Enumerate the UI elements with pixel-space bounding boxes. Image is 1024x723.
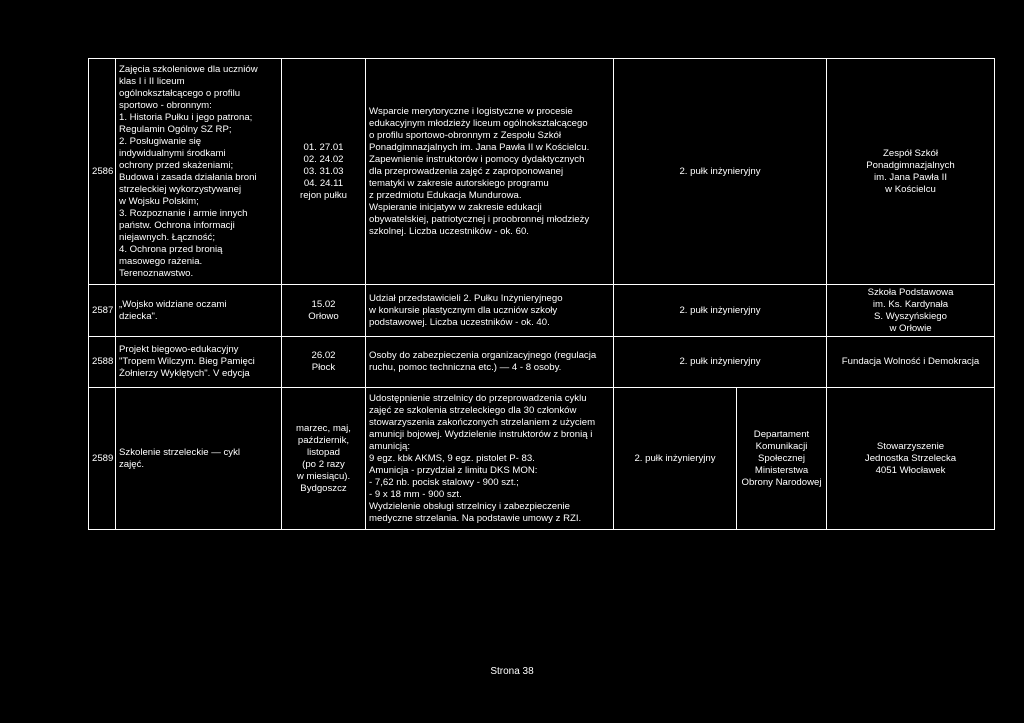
text-line: Obrony Narodowej [741,476,822,488]
text-line: 02. 24.02 [303,153,344,165]
text-line: amunicji bojowej. Wydzielenie instruktorów z bronią i [369,428,593,440]
text-line: klas I i II liceum [119,75,185,87]
text-line: Stowarzyszenie [876,440,945,452]
text-line: 4051 Włocławek [875,464,946,476]
text-line: sportowo - obronnym: [119,99,212,111]
text-line: Żołnierzy Wyklętych". V edycja [119,368,250,379]
text-line: 15.02 [311,298,336,310]
text-line: Udział przedstawicieli 2. Pułku Inżynieryjnego [369,292,563,304]
text-line: ochrony przed skażeniami; [119,159,234,171]
text-line: podstawowej. Liczba uczestników - ok. 40. [369,316,550,328]
activities-table [88,58,995,530]
text-line: 2. pułk inżynieryjny [679,304,761,316]
text-line: 4. Ochrona przed bronią [119,243,223,255]
row-number: 2587 [89,285,116,337]
text-line: Jednostka Strzelecka [864,452,957,464]
activity-description [366,59,614,285]
text-line: Wsparcie merytoryczne i logistyczne w procesie [369,105,573,117]
table-row [89,388,995,530]
activity-date-place [282,337,366,388]
text-line: dla przeprowadzenia zajęć z zaproponowanej [369,165,564,177]
text-line: zajęć ze szkolenia strzeleckiego dla 30 członków [369,404,577,416]
text-line: Amunicja - przydział z limitu DKS MON: [369,464,538,476]
text-line: stowarzyszenia zakończonych strzelaniem z użyciem [369,416,596,428]
text-line: obywatelskiej, patriotycznej i proobronnej młodzieży [369,213,590,225]
text-line: edukacyjnym młodzieży liceum ogólnokształcącego [369,117,588,129]
table-row [89,285,995,337]
text-line: Zapewnienie instruktorów i pomocy dydaktycznych [369,153,585,165]
text-line: 9 egz. kbk AKMS, 9 egz. pistolet P- 83. [369,452,535,464]
table-row [89,337,995,388]
text-line: Komunikacji [755,440,808,452]
text-line: dziecka". [119,310,158,322]
text-line: 2. Posługiwanie się [119,135,202,147]
text-line: Fundacja Wolność i Demokracja [841,356,980,367]
text-line: Społecznej [758,452,805,464]
text-line: Orłowo [308,310,339,322]
text-line: Projekt biegowo-edukacyjny [119,344,239,355]
text-line: Wydzielenie obsługi strzelnicy i zabezpieczenie [369,500,570,512]
activity-topic [116,59,282,285]
text-line: Departament [753,428,810,440]
table-row [89,59,995,285]
text-line: 26.02 [311,350,336,361]
text-line: 2. pułk inżynieryjny [679,356,761,367]
row-number: 2588 [89,337,116,388]
text-line: Wspieranie inicjatyw w zakresie edukacji [369,201,542,213]
text-line: w Wojsku Polskim; [119,195,199,207]
text-line: październik, [297,434,350,446]
text-line: ruchu, pomoc techniczna etc.) — 4 - 8 osoby. [369,362,562,373]
text-line: S. Wyszyńskiego [874,310,947,322]
text-line: 2. pułk inżynieryjny [634,452,716,464]
text-line: 1. Historia Pułku i jego patrona; [119,111,253,123]
text-line: 2. pułk inżynieryjny [679,165,761,177]
text-line: marzec, maj, [296,422,351,434]
activity-topic [116,337,282,388]
text-line: im. Ks. Kardynała [872,298,949,310]
text-line: Szkoła Podstawowa [867,286,954,298]
text-line: w Orłowie [889,322,932,334]
activity-date-place [282,59,366,285]
text-line: Zajęcia szkoleniowe dla uczniów [119,63,258,75]
activity-topic [116,388,282,530]
activity-topic [116,285,282,337]
text-line: w Kościelcu [885,183,936,195]
partner-institution [827,388,995,530]
text-line: niejawnych. Łączność; [119,231,215,243]
text-line: 03. 31.03 [303,165,344,177]
partner-institution [827,285,995,337]
text-line: o profilu sportowo-obronnym z Zespołu Szkół [369,129,561,141]
text-line: indywidualnymi środkami [119,147,226,159]
text-line: „Wojsko widziane oczami [119,298,227,310]
organizing-unit [614,285,827,337]
text-line: Budowa i zasada działania broni [119,171,257,183]
text-line: Ponadgimnazjalnych im. Jana Pawła II w Kościelcu. [369,141,590,153]
text-line: Bydgoszcz [300,482,347,494]
text-line: 3. Rozpoznanie i armie innych [119,207,248,219]
text-line: listopad [306,446,341,458]
text-line: tematyki w zakresie autorskiego programu [369,177,549,189]
activity-date-place [282,388,366,530]
text-line: Ponadgimnazjalnych [866,159,955,171]
text-line: masowego rażenia. [119,255,203,267]
activity-description [366,337,614,388]
text-line: rejon pułku [300,189,347,201]
text-line: ogólnokształcącego o profilu [119,87,241,99]
row-number: 2589 [89,388,116,530]
text-line: - 7,62 nb. pocisk stalowy - 900 szt.; [369,476,519,488]
page-number: Strona 38 [490,666,534,677]
text-line: Terenoznawstwo. [119,267,194,279]
partner-department [737,388,827,530]
partner-institution [827,337,995,388]
text-line: w konkursie plastycznym dla uczniów szkoły [369,304,558,316]
text-line: - 9 x 18 mm - 900 szt. [369,488,462,500]
activity-description [366,285,614,337]
organizing-unit [614,59,827,285]
organizing-unit [614,388,737,530]
text-line: państw. Ochrona informacji [119,219,235,231]
organizing-unit [614,337,827,388]
partner-institution [827,59,995,285]
text-line: 04. 24.11 [303,177,344,189]
text-line: Ministerstwa [754,464,809,476]
text-line: amunicją: [369,440,411,452]
text-line: Osoby do zabezpieczenia organizacyjnego (regulacja [369,350,597,361]
text-line: w miesiącu). [296,470,351,482]
text-line: "Tropem Wilczym. Bieg Pamięci [119,356,255,367]
text-line: Płock [311,362,336,373]
text-line: strzeleckiej wykorzystywanej [119,183,242,195]
text-line: medyczne strzelania. Na podstawie umowy z RZI. [369,512,582,524]
row-number: 2586 [89,59,116,285]
text-line: Szkolenie strzeleckie — cykl [119,446,241,458]
text-line: (po 2 razy [302,458,345,470]
text-line: Udostępnienie strzelnicy do przeprowadzenia cyklu [369,392,587,404]
text-line: 01. 27.01 [303,141,344,153]
activity-date-place [282,285,366,337]
text-line: zajęć. [119,458,145,470]
text-line: Regulamin Ogólny SZ RP; [119,123,232,135]
text-line: z przedmiotu Edukacja Mundurowa. [369,189,522,201]
text-line: im. Jana Pawła II [873,171,948,183]
activity-description [366,388,614,530]
text-line: Zespół Szkół [883,147,938,159]
text-line: szkolnej. Liczba uczestników - ok. 60. [369,225,529,237]
